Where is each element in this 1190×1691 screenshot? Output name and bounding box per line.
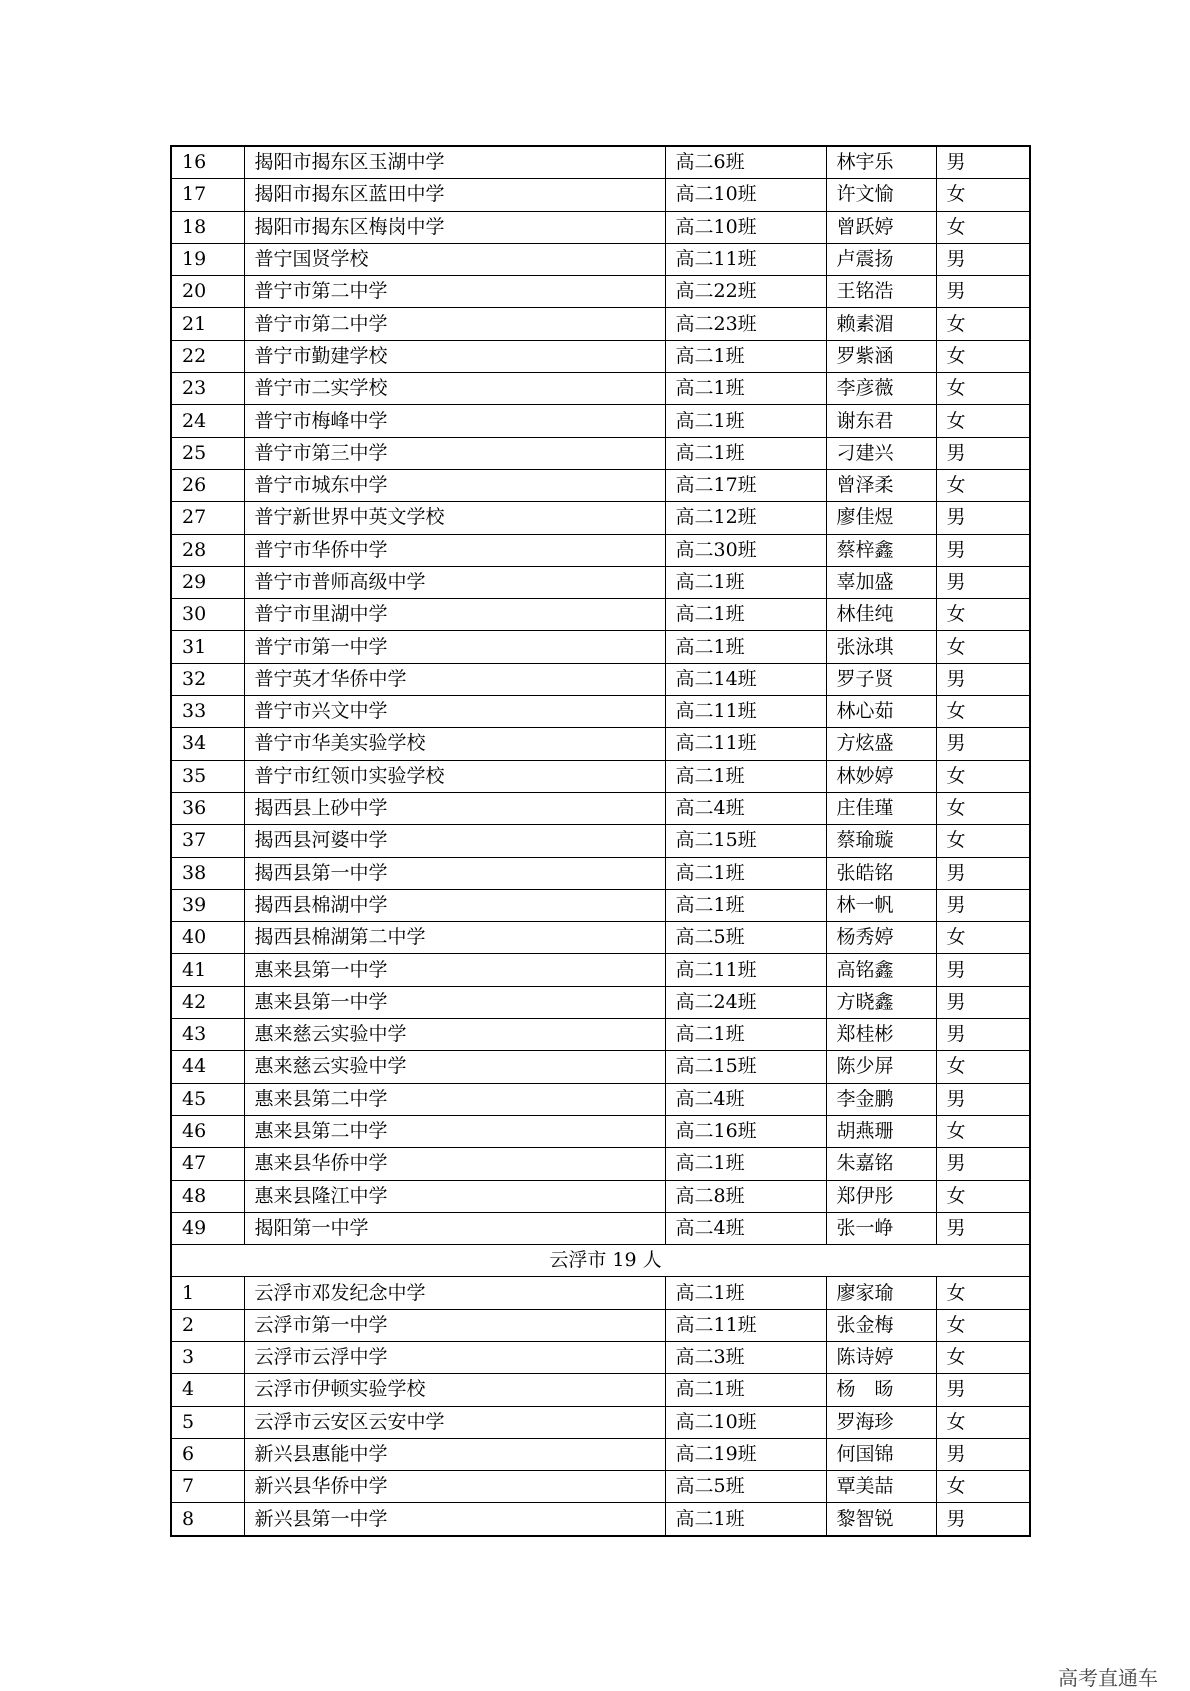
table-row (171, 1309, 1030, 1341)
table-row (171, 1148, 1030, 1180)
student-name-cell: 廖佳煜 (826, 502, 936, 534)
table-row (171, 857, 1030, 889)
gender-cell: 男 (936, 1374, 1030, 1406)
gender-cell: 女 (936, 825, 1030, 857)
table-row (171, 308, 1030, 340)
gender-cell: 男 (936, 566, 1030, 598)
school-cell: 普宁市里湖中学 (244, 599, 665, 631)
student-name-cell: 廖家瑜 (826, 1277, 936, 1309)
school-cell: 普宁英才华侨中学 (244, 663, 665, 695)
student-name-cell: 罗紫涵 (826, 340, 936, 372)
row-number-cell: 33 (171, 696, 244, 728)
gender-cell: 男 (936, 889, 1030, 921)
gender-cell: 男 (936, 1083, 1030, 1115)
class-cell: 高二1班 (665, 437, 826, 469)
gender-cell: 女 (936, 179, 1030, 211)
gender-cell: 男 (936, 146, 1030, 179)
gender-cell: 男 (936, 1438, 1030, 1470)
gender-cell: 女 (936, 760, 1030, 792)
class-cell: 高二10班 (665, 211, 826, 243)
school-cell: 揭西县上砂中学 (244, 792, 665, 824)
row-number-cell: 39 (171, 889, 244, 921)
school-cell: 惠来县隆江中学 (244, 1180, 665, 1212)
table-row (171, 986, 1030, 1018)
row-number-cell: 16 (171, 146, 244, 179)
gender-cell: 男 (936, 1019, 1030, 1051)
student-name-cell: 曾跃婷 (826, 211, 936, 243)
student-name-cell: 谢东君 (826, 405, 936, 437)
gender-cell: 男 (936, 276, 1030, 308)
class-cell: 高二1班 (665, 1503, 826, 1536)
student-name-cell: 郑伊彤 (826, 1180, 936, 1212)
class-cell: 高二23班 (665, 308, 826, 340)
row-number-cell: 20 (171, 276, 244, 308)
class-cell: 高二1班 (665, 405, 826, 437)
class-cell: 高二1班 (665, 631, 826, 663)
row-number-cell: 49 (171, 1212, 244, 1244)
table-row (171, 1438, 1030, 1470)
row-number-cell: 47 (171, 1148, 244, 1180)
table-row (171, 1019, 1030, 1051)
class-cell: 高二1班 (665, 1148, 826, 1180)
gender-cell: 女 (936, 1406, 1030, 1438)
student-name-cell: 李金鹏 (826, 1083, 936, 1115)
school-cell: 普宁市兴文中学 (244, 696, 665, 728)
student-name-cell: 胡燕珊 (826, 1115, 936, 1147)
school-cell: 普宁市普师高级中学 (244, 566, 665, 598)
class-cell: 高二4班 (665, 1212, 826, 1244)
row-number-cell: 46 (171, 1115, 244, 1147)
row-number-cell: 32 (171, 663, 244, 695)
table-row (171, 889, 1030, 921)
gender-cell: 男 (936, 1503, 1030, 1536)
row-number-cell: 48 (171, 1180, 244, 1212)
table-row (171, 1212, 1030, 1244)
row-number-cell: 26 (171, 469, 244, 501)
class-cell: 高二22班 (665, 276, 826, 308)
student-name-cell: 张一峥 (826, 1212, 936, 1244)
class-cell: 高二4班 (665, 792, 826, 824)
row-number-cell: 43 (171, 1019, 244, 1051)
row-number-cell: 18 (171, 211, 244, 243)
student-name-cell: 王铭浩 (826, 276, 936, 308)
student-name-cell: 林一帆 (826, 889, 936, 921)
class-cell: 高二1班 (665, 340, 826, 372)
class-cell: 高二11班 (665, 696, 826, 728)
school-cell: 揭阳市揭东区梅岗中学 (244, 211, 665, 243)
row-number-cell: 37 (171, 825, 244, 857)
table-row (171, 696, 1030, 728)
school-cell: 云浮市云浮中学 (244, 1341, 665, 1373)
class-cell: 高二1班 (665, 599, 826, 631)
table-row (171, 792, 1030, 824)
student-name-cell: 刁建兴 (826, 437, 936, 469)
class-cell: 高二6班 (665, 146, 826, 179)
row-number-cell: 2 (171, 1309, 244, 1341)
gender-cell: 男 (936, 437, 1030, 469)
class-cell: 高二1班 (665, 857, 826, 889)
table-row (171, 599, 1030, 631)
gender-cell: 女 (936, 1341, 1030, 1373)
student-name-cell: 郑桂彬 (826, 1019, 936, 1051)
student-name-cell: 罗子贤 (826, 663, 936, 695)
school-cell: 揭西县河婆中学 (244, 825, 665, 857)
school-cell: 普宁市二实学校 (244, 373, 665, 405)
gender-cell: 女 (936, 792, 1030, 824)
student-name-cell: 蔡瑜璇 (826, 825, 936, 857)
row-number-cell: 35 (171, 760, 244, 792)
gender-cell: 男 (936, 534, 1030, 566)
gender-cell: 男 (936, 502, 1030, 534)
student-name-cell: 黎智锐 (826, 1503, 936, 1536)
class-cell: 高二16班 (665, 1115, 826, 1147)
class-cell: 高二11班 (665, 728, 826, 760)
school-cell: 普宁市第二中学 (244, 308, 665, 340)
gender-cell: 女 (936, 631, 1030, 663)
gender-cell: 男 (936, 728, 1030, 760)
gender-cell: 女 (936, 211, 1030, 243)
table-row (171, 1503, 1030, 1536)
school-cell: 惠来县第二中学 (244, 1083, 665, 1115)
school-cell: 揭西县棉湖第二中学 (244, 922, 665, 954)
section-header: 云浮市 19 人 (171, 1245, 1030, 1277)
row-number-cell: 27 (171, 502, 244, 534)
row-number-cell: 19 (171, 243, 244, 275)
row-number-cell: 7 (171, 1471, 244, 1503)
class-cell: 高二3班 (665, 1341, 826, 1373)
student-roster-table (170, 145, 1031, 1537)
gender-cell: 男 (936, 954, 1030, 986)
gender-cell: 女 (936, 1115, 1030, 1147)
school-cell: 揭阳市揭东区玉湖中学 (244, 146, 665, 179)
class-cell: 高二11班 (665, 954, 826, 986)
table-row (171, 1051, 1030, 1083)
school-cell: 普宁市红领巾实验学校 (244, 760, 665, 792)
school-cell: 惠来县第二中学 (244, 1115, 665, 1147)
class-cell: 高二1班 (665, 373, 826, 405)
school-cell: 惠来县华侨中学 (244, 1148, 665, 1180)
row-number-cell: 24 (171, 405, 244, 437)
table-row (171, 825, 1030, 857)
class-cell: 高二1班 (665, 1374, 826, 1406)
class-cell: 高二1班 (665, 1019, 826, 1051)
school-cell: 普宁市第二中学 (244, 276, 665, 308)
row-number-cell: 30 (171, 599, 244, 631)
table-row (171, 276, 1030, 308)
row-number-cell: 29 (171, 566, 244, 598)
table-row (171, 146, 1030, 179)
school-cell: 惠来县第一中学 (244, 986, 665, 1018)
table-row (171, 922, 1030, 954)
row-number-cell: 21 (171, 308, 244, 340)
student-name-cell: 林心茹 (826, 696, 936, 728)
class-cell: 高二4班 (665, 1083, 826, 1115)
student-name-cell: 许文愉 (826, 179, 936, 211)
table-row (171, 179, 1030, 211)
table-row (171, 1277, 1030, 1309)
gender-cell: 女 (936, 1471, 1030, 1503)
row-number-cell: 41 (171, 954, 244, 986)
class-cell: 高二15班 (665, 1051, 826, 1083)
row-number-cell: 44 (171, 1051, 244, 1083)
student-name-cell: 方晓鑫 (826, 986, 936, 1018)
table-row (171, 1083, 1030, 1115)
student-name-cell: 林佳纯 (826, 599, 936, 631)
student-name-cell: 庄佳瑾 (826, 792, 936, 824)
gender-cell: 女 (936, 308, 1030, 340)
class-cell: 高二10班 (665, 1406, 826, 1438)
row-number-cell: 4 (171, 1374, 244, 1406)
school-cell: 揭阳市揭东区蓝田中学 (244, 179, 665, 211)
gender-cell: 女 (936, 1180, 1030, 1212)
student-name-cell: 蔡梓鑫 (826, 534, 936, 566)
student-name-cell: 张金梅 (826, 1309, 936, 1341)
school-cell: 云浮市邓发纪念中学 (244, 1277, 665, 1309)
gender-cell: 女 (936, 1277, 1030, 1309)
school-cell: 普宁市城东中学 (244, 469, 665, 501)
student-name-cell: 张皓铭 (826, 857, 936, 889)
class-cell: 高二12班 (665, 502, 826, 534)
row-number-cell: 28 (171, 534, 244, 566)
class-cell: 高二14班 (665, 663, 826, 695)
class-cell: 高二19班 (665, 1438, 826, 1470)
student-name-cell: 林宇乐 (826, 146, 936, 179)
school-cell: 揭阳第一中学 (244, 1212, 665, 1244)
row-number-cell: 5 (171, 1406, 244, 1438)
table-row (171, 405, 1030, 437)
school-cell: 普宁市勤建学校 (244, 340, 665, 372)
row-number-cell: 45 (171, 1083, 244, 1115)
class-cell: 高二5班 (665, 922, 826, 954)
gender-cell: 男 (936, 663, 1030, 695)
gender-cell: 女 (936, 405, 1030, 437)
table-row (171, 663, 1030, 695)
student-name-cell: 覃美喆 (826, 1471, 936, 1503)
class-cell: 高二5班 (665, 1471, 826, 1503)
school-cell: 普宁市华美实验学校 (244, 728, 665, 760)
class-cell: 高二11班 (665, 1309, 826, 1341)
gender-cell: 男 (936, 986, 1030, 1018)
school-cell: 普宁市第一中学 (244, 631, 665, 663)
student-name-cell: 何国锦 (826, 1438, 936, 1470)
row-number-cell: 38 (171, 857, 244, 889)
student-name-cell: 朱嘉铭 (826, 1148, 936, 1180)
row-number-cell: 3 (171, 1341, 244, 1373)
row-number-cell: 1 (171, 1277, 244, 1309)
table-row (171, 211, 1030, 243)
school-cell: 普宁市梅峰中学 (244, 405, 665, 437)
class-cell: 高二10班 (665, 179, 826, 211)
school-cell: 普宁新世界中英文学校 (244, 502, 665, 534)
watermark-text: 高考直通车 (1058, 1666, 1158, 1690)
gender-cell: 女 (936, 696, 1030, 728)
table-row (171, 1374, 1030, 1406)
row-number-cell: 25 (171, 437, 244, 469)
gender-cell: 女 (936, 373, 1030, 405)
table-row (171, 566, 1030, 598)
table-row (171, 373, 1030, 405)
gender-cell: 女 (936, 1051, 1030, 1083)
row-number-cell: 17 (171, 179, 244, 211)
school-cell: 云浮市伊顿实验学校 (244, 1374, 665, 1406)
school-cell: 揭西县棉湖中学 (244, 889, 665, 921)
school-cell: 普宁国贤学校 (244, 243, 665, 275)
student-name-cell: 辜加盛 (826, 566, 936, 598)
class-cell: 高二1班 (665, 1277, 826, 1309)
table-row (171, 437, 1030, 469)
school-cell: 云浮市云安区云安中学 (244, 1406, 665, 1438)
row-number-cell: 40 (171, 922, 244, 954)
student-name-cell: 曾泽柔 (826, 469, 936, 501)
class-cell: 高二30班 (665, 534, 826, 566)
student-name-cell: 张泳琪 (826, 631, 936, 663)
student-name-cell: 李彦薇 (826, 373, 936, 405)
school-cell: 新兴县第一中学 (244, 1503, 665, 1536)
student-name-cell: 方炫盛 (826, 728, 936, 760)
class-cell: 高二1班 (665, 889, 826, 921)
student-name-cell: 陈诗婷 (826, 1341, 936, 1373)
school-cell: 新兴县惠能中学 (244, 1438, 665, 1470)
gender-cell: 男 (936, 1148, 1030, 1180)
class-cell: 高二1班 (665, 760, 826, 792)
class-cell: 高二24班 (665, 986, 826, 1018)
row-number-cell: 42 (171, 986, 244, 1018)
class-cell: 高二8班 (665, 1180, 826, 1212)
class-cell: 高二11班 (665, 243, 826, 275)
table-row (171, 1115, 1030, 1147)
student-name-cell: 杨 旸 (826, 1374, 936, 1406)
student-name-cell: 陈少屏 (826, 1051, 936, 1083)
school-cell: 云浮市第一中学 (244, 1309, 665, 1341)
student-name-cell: 林妙婷 (826, 760, 936, 792)
table-row (171, 954, 1030, 986)
student-name-cell: 罗海珍 (826, 1406, 936, 1438)
gender-cell: 女 (936, 922, 1030, 954)
row-number-cell: 6 (171, 1438, 244, 1470)
gender-cell: 女 (936, 1309, 1030, 1341)
row-number-cell: 8 (171, 1503, 244, 1536)
school-cell: 新兴县华侨中学 (244, 1471, 665, 1503)
table-row (171, 760, 1030, 792)
gender-cell: 男 (936, 857, 1030, 889)
table-row (171, 631, 1030, 663)
gender-cell: 女 (936, 469, 1030, 501)
class-cell: 高二15班 (665, 825, 826, 857)
school-cell: 惠来慈云实验中学 (244, 1051, 665, 1083)
school-cell: 揭西县第一中学 (244, 857, 665, 889)
table-row (171, 243, 1030, 275)
table-row (171, 469, 1030, 501)
school-cell: 惠来慈云实验中学 (244, 1019, 665, 1051)
table-row (171, 502, 1030, 534)
row-number-cell: 31 (171, 631, 244, 663)
table-row (171, 534, 1030, 566)
table-row (171, 1406, 1030, 1438)
student-name-cell: 卢震扬 (826, 243, 936, 275)
row-number-cell: 34 (171, 728, 244, 760)
table-row (171, 1471, 1030, 1503)
class-cell: 高二17班 (665, 469, 826, 501)
row-number-cell: 23 (171, 373, 244, 405)
student-name-cell: 赖素湄 (826, 308, 936, 340)
table-row (171, 1180, 1030, 1212)
school-cell: 普宁市第三中学 (244, 437, 665, 469)
student-name-cell: 杨秀婷 (826, 922, 936, 954)
class-cell: 高二1班 (665, 566, 826, 598)
student-name-cell: 高铭鑫 (826, 954, 936, 986)
gender-cell: 男 (936, 1212, 1030, 1244)
gender-cell: 女 (936, 599, 1030, 631)
row-number-cell: 36 (171, 792, 244, 824)
school-cell: 惠来县第一中学 (244, 954, 665, 986)
school-cell: 普宁市华侨中学 (244, 534, 665, 566)
gender-cell: 男 (936, 243, 1030, 275)
table-row (171, 728, 1030, 760)
row-number-cell: 22 (171, 340, 244, 372)
section-header-row (171, 1245, 1030, 1277)
gender-cell: 女 (936, 340, 1030, 372)
table-row (171, 1341, 1030, 1373)
table-row (171, 340, 1030, 372)
